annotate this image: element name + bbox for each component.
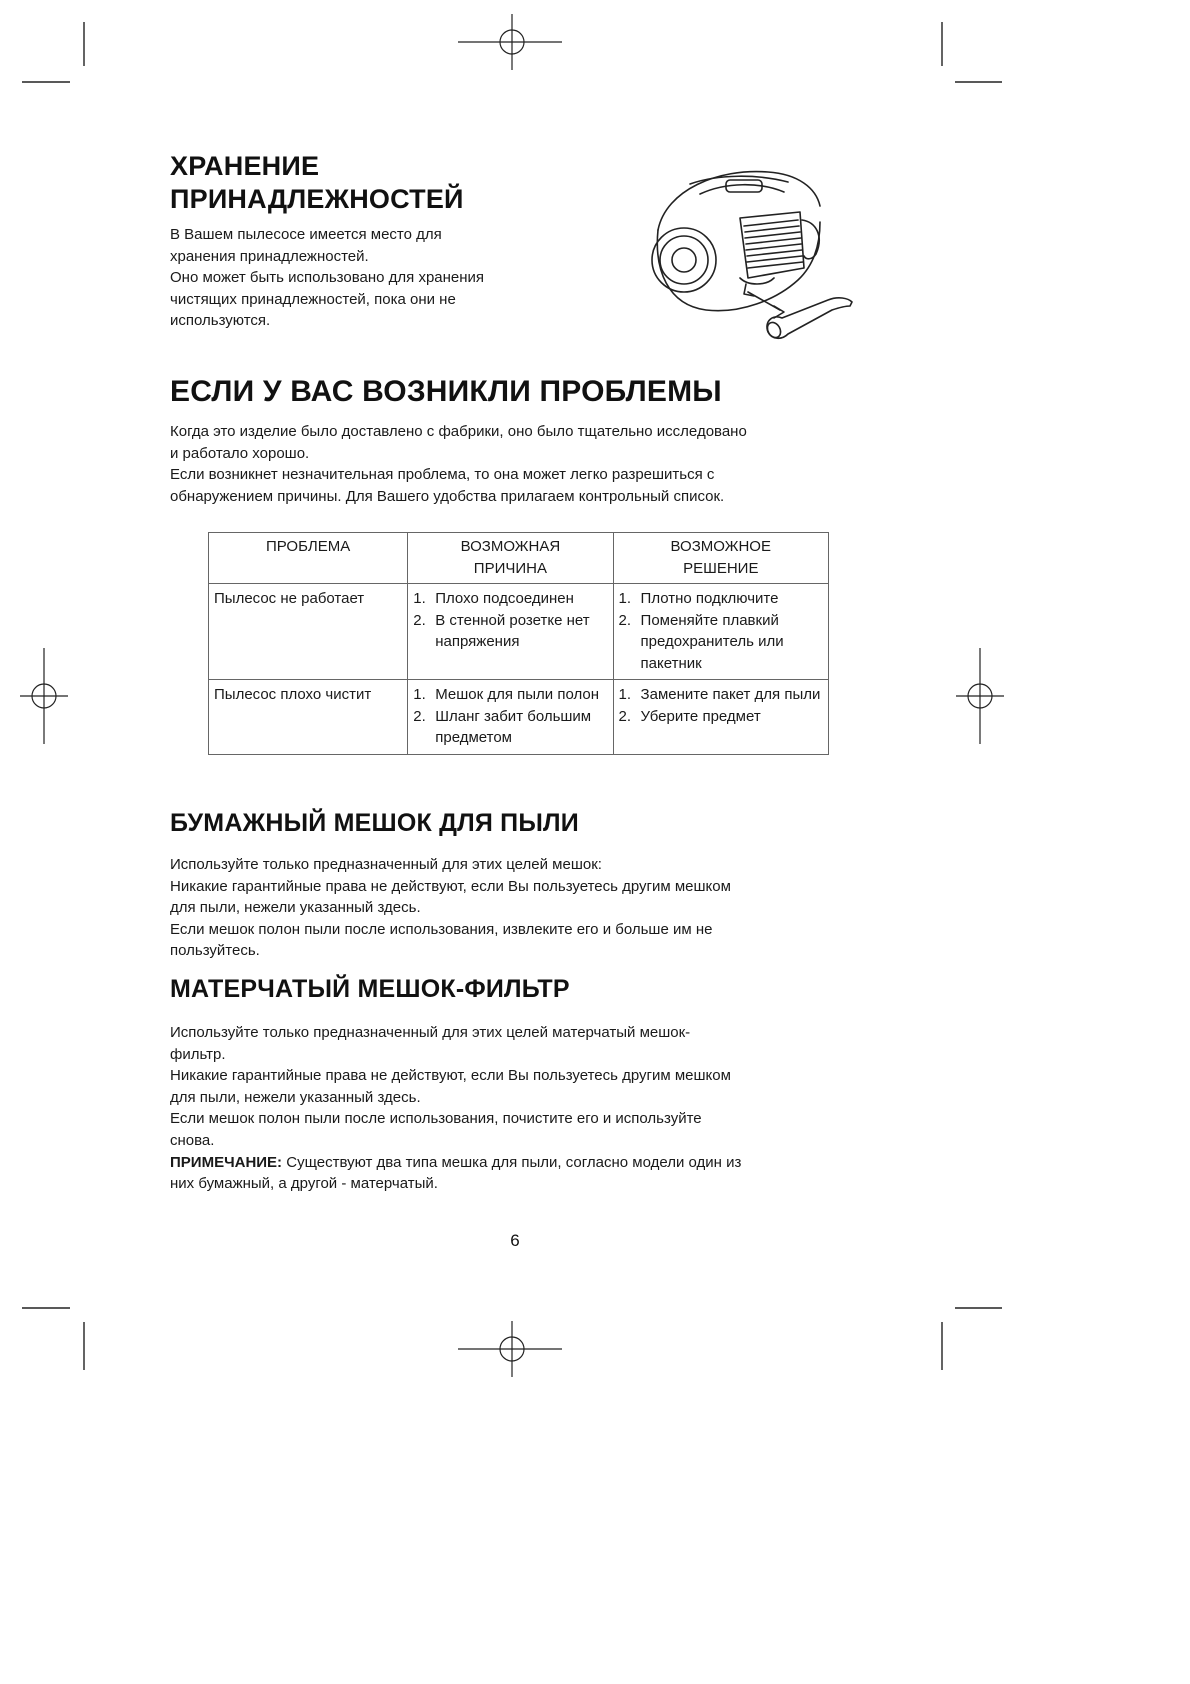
troubleshooting-table <box>208 532 829 755</box>
problem-cell: Пылесос плохо чистит <box>209 680 408 755</box>
page-number: 6 <box>510 1231 520 1250</box>
problems-line: Если возникнет незначительная проблема, то она может легко разрешиться с <box>170 466 715 484</box>
storage-line: хранения принадлежностей. <box>170 247 369 265</box>
storage-line: чистящих принадлежностей, пока они не <box>170 290 456 308</box>
item-number: 2. <box>618 611 632 629</box>
item-text: Шланг забит большим предметом <box>435 707 592 746</box>
storage-heading <box>170 150 610 216</box>
paper-bag-line: Никакие гарантийные права не действуют, если Вы пользуетесь другим мешком <box>170 877 731 895</box>
item-number: 2. <box>413 611 426 629</box>
paper-bag-line: пользуйтесь. <box>170 942 260 960</box>
paper-bag-text <box>170 854 870 962</box>
item-number: 1. <box>618 686 632 703</box>
cloth-bag-line: фильтр. <box>170 1045 226 1063</box>
registration-target-right <box>956 648 1004 744</box>
registration-target-bottom <box>458 1321 562 1377</box>
cloth-bag-line: снова. <box>170 1131 215 1149</box>
table-row <box>209 584 829 680</box>
cloth-bag-line: для пыли, нежели указанный здесь. <box>170 1088 421 1106</box>
storage-text <box>170 224 560 332</box>
cause-cell <box>408 584 613 680</box>
header-solution-line2: РЕШЕНИЕ <box>683 559 759 577</box>
header-solution-line1: ВОЗМОЖНОЕ <box>670 538 771 555</box>
table-header-row <box>209 533 829 584</box>
cloth-bag-line: Используйте только предназначенный для этих целей матерчатый мешок- <box>170 1024 691 1041</box>
solution-cell <box>613 680 828 755</box>
paper-bag-line: Если мешок полон пыли после использования, извлеките его и больше им не <box>170 920 713 938</box>
cloth-bag-heading: МАТЕРЧАТЫЙ МЕШОК-ФИЛЬТР <box>170 975 570 1003</box>
storage-heading-line2: ПРИНАДЛЕЖНОСТЕЙ <box>170 184 464 214</box>
paper-bag-line: для пыли, нежели указанный здесь. <box>170 899 421 917</box>
item-text: Замените пакет для пыли <box>640 686 821 703</box>
storage-heading-line1: ХРАНЕНИЕ <box>170 151 320 181</box>
item-number: 1. <box>618 590 632 607</box>
problem-cell: Пылесос не работает <box>209 584 408 680</box>
cause-cell <box>408 680 613 755</box>
cloth-bag-text <box>170 1022 870 1195</box>
item-number: 2. <box>618 707 632 725</box>
solution-item <box>619 684 822 706</box>
item-text: Мешок для пыли полон <box>435 686 600 703</box>
solution-cell <box>613 584 828 680</box>
cloth-bag-line: Если мешок полон пыли после использования, почистите его и используйте <box>170 1110 702 1128</box>
item-text: Уберите предмет <box>640 707 761 725</box>
item-text: Плотно подключите <box>640 590 779 607</box>
item-text: Поменяйте плавкий предохранитель или пакетник <box>640 611 784 672</box>
storage-line: В Вашем пылесосе имеется место для <box>170 226 442 243</box>
cause-item <box>413 610 606 653</box>
item-number: 1. <box>413 590 426 607</box>
note <box>170 1152 870 1174</box>
storage-line: используются. <box>170 312 271 330</box>
storage-line: Оно может быть использовано для хранения <box>170 269 485 287</box>
registration-target-top <box>458 14 562 70</box>
solution-item <box>619 588 822 610</box>
item-number: 1. <box>413 686 426 703</box>
item-text: Плохо подсоединен <box>435 590 574 607</box>
problems-line: обнаружением причины. Для Вашего удобства прилагаем контрольный список. <box>170 487 725 505</box>
vacuum-accessory-storage-illustration <box>648 160 858 355</box>
cause-item <box>413 706 606 749</box>
registration-target-left <box>20 648 68 744</box>
header-cause <box>408 533 613 584</box>
note-label: ПРИМЕЧАНИЕ: <box>170 1153 283 1171</box>
paper-bag-line: Используйте только предназначенный для этих целей мешок: <box>170 856 602 873</box>
note-continued: них бумажный, а другой - матерчатый. <box>170 1175 438 1193</box>
solution-item <box>619 706 822 728</box>
problems-heading: ЕСЛИ У ВАС ВОЗНИКЛИ ПРОБЛЕМЫ <box>170 375 722 408</box>
cause-item <box>413 684 606 706</box>
cloth-bag-line: Никакие гарантийные права не действуют, если Вы пользуетесь другим мешком <box>170 1067 731 1085</box>
header-problem: ПРОБЛЕМА <box>209 533 408 584</box>
cause-item <box>413 588 606 610</box>
header-cause-line1: ВОЗМОЖНАЯ <box>460 538 561 555</box>
header-solution <box>613 533 828 584</box>
problems-line: Когда это изделие было доставлено с фабрики, оно было тщательно исследовано <box>170 423 747 440</box>
paper-bag-heading: БУМАЖНЫЙ МЕШОК ДЛЯ ПЫЛИ <box>170 809 579 837</box>
solution-item <box>619 610 822 675</box>
note-text: Существуют два типа мешка для пыли, согласно модели один из <box>282 1153 742 1171</box>
problems-text <box>170 421 870 507</box>
item-number: 2. <box>413 707 426 725</box>
table-row <box>209 680 829 755</box>
item-text: В стенной розетке нет напряжения <box>435 611 590 650</box>
problems-line: и работало хорошо. <box>170 444 310 462</box>
header-cause-line2: ПРИЧИНА <box>473 559 547 577</box>
